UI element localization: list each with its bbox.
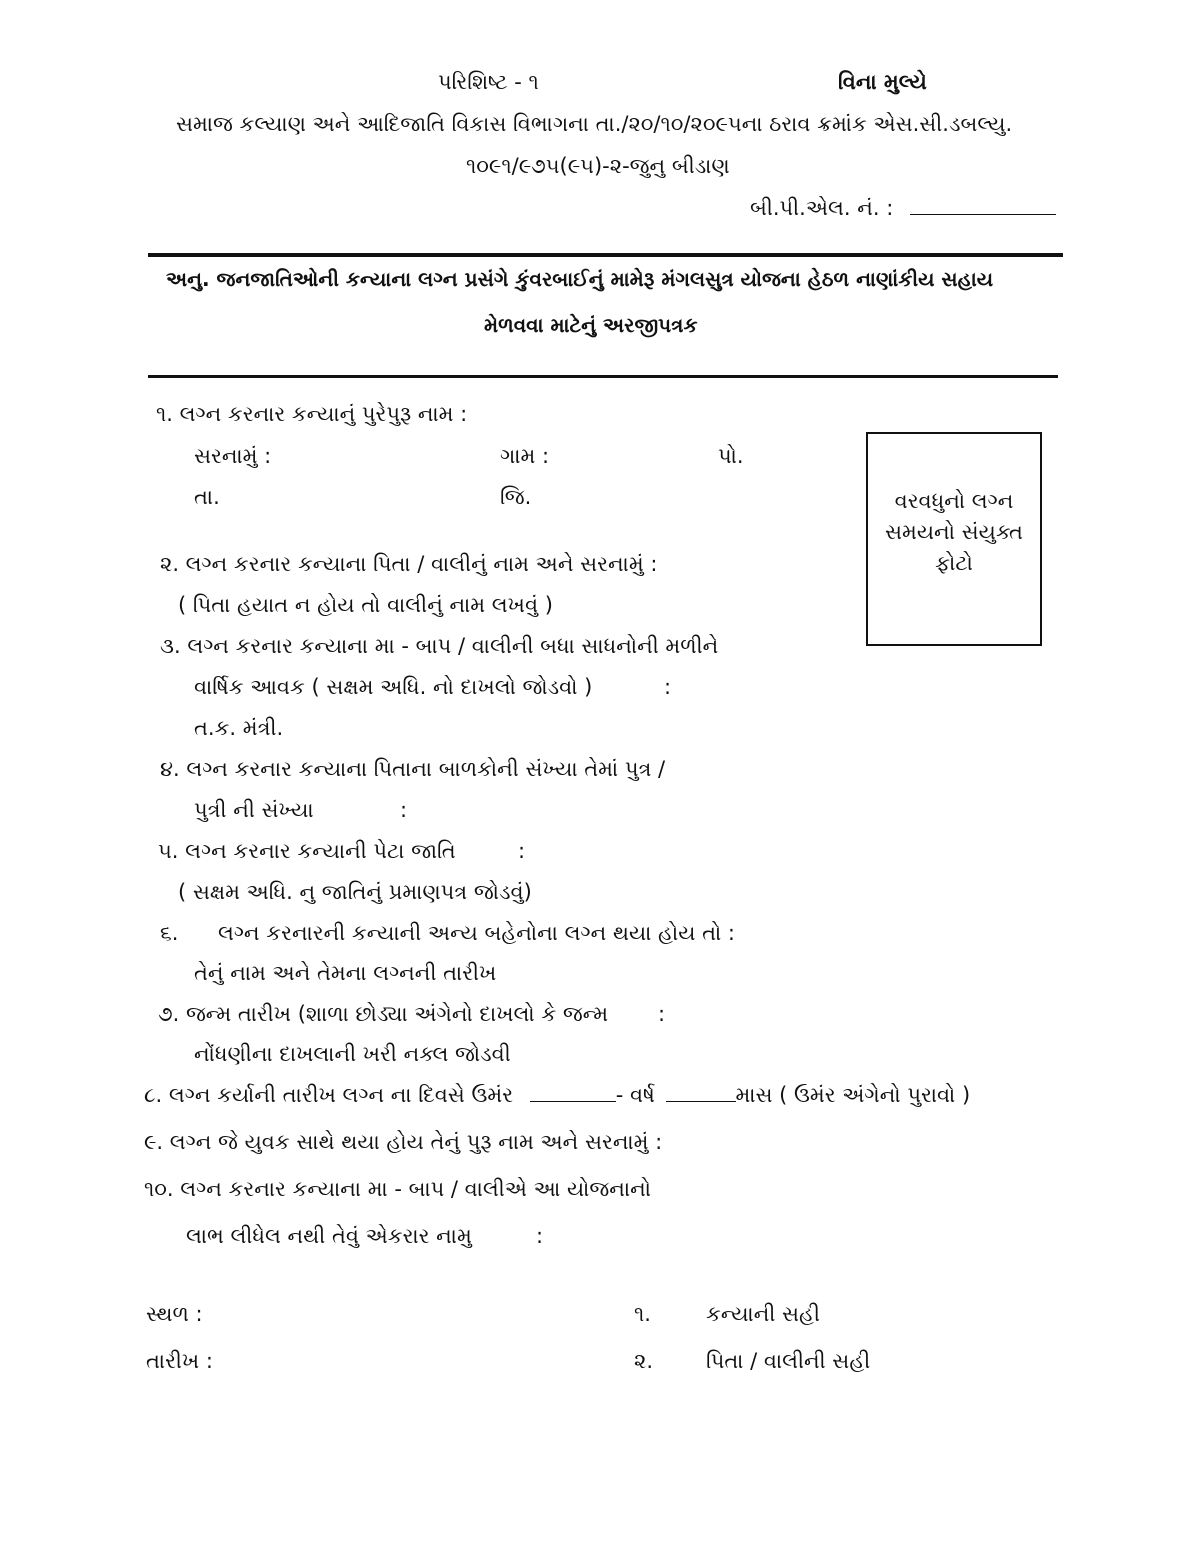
field-8-years-label: - વર્ષ [615, 1083, 655, 1107]
field-8-label: ૮. લગ્ન કર્યાની તારીખ લગ્ન ના દિવસે ઉમંર [144, 1083, 514, 1107]
field-1-post: પો. [718, 444, 744, 468]
signature-1-number: ૧. [634, 1302, 651, 1326]
field-8-months-field[interactable] [666, 1083, 736, 1102]
field-10-line-2: લાભ લીધેલ નથી તેવું એકરાર નામુ [186, 1224, 472, 1248]
field-4-colon: : [400, 798, 408, 822]
field-6-number: ૬. [160, 921, 179, 945]
field-3-income: ૩. લગ્ન કરનાર કન્યાના મા - બાપ / વાલીની બધા સાધનોની મળીને [160, 634, 719, 658]
field-2-father-name: ૨. લગ્ન કરનાર કન્યાના પિતા / વાલીનું નામ અને સરનામું : [160, 552, 658, 576]
date-label: તારીખ : [146, 1349, 213, 1373]
title-top-rule [148, 253, 1063, 257]
bpl-number-field[interactable] [910, 196, 1056, 215]
field-8-age [144, 1081, 970, 1109]
field-5-note: ( સક્ષમ અધિ. નુ જાતિનું પ્રમાણપત્ર જોડવું) [178, 880, 532, 904]
field-8-years-field[interactable] [530, 1083, 616, 1102]
bpl-number-text: બી.પી.એલ. નં. : [750, 196, 894, 220]
field-10-declaration: ૧૦. લગ્ન કરનાર કન્યાના મા - બાપ / વાલીએ આ યોજનાનો [144, 1177, 651, 1201]
field-2-note: ( પિતા હયાત ન હોય તો વાલીનું નામ લખવું ) [178, 593, 553, 617]
field-4-children: ૪. લગ્ન કરનાર કન્યાના પિતાના બાળકોની સંખ્યા તેમાં પુત્ર / [160, 757, 666, 781]
field-1-address: સરનામું : [194, 444, 272, 468]
field-1-taluka: તા. [194, 485, 220, 509]
field-4-line-2: પુત્રી ની સંખ્યા [194, 798, 314, 822]
field-7-colon: : [658, 1002, 666, 1026]
field-1-village: ગામ : [500, 444, 550, 468]
field-3-colon: : [664, 675, 672, 699]
place-label: સ્થળ : [146, 1302, 203, 1326]
field-6-line-2: તેનું નામ અને તેમના લગ્નની તારીખ [194, 961, 497, 985]
field-7-line-2: નોંધણીના દાખલાની ખરી નક્લ જોડવી [194, 1042, 511, 1066]
field-7-birth-date: ૭. જન્મ તારીખ (શાળા છોડ્યા અંગેનો દાખલો કે જન્મ [158, 1002, 609, 1026]
field-1-district: જિ. [500, 485, 532, 509]
form-title-line-2: મેળવવા માટેનું અરજીપત્રક [484, 313, 698, 337]
field-8-months-label: માસ ( ઉમંર અંગેનો પુરાવો ) [735, 1083, 971, 1107]
bpl-number-label [750, 194, 1056, 222]
resolution-line-2: ૧૦૯૧/૯૭૫(૯૫)-૨-જુનુ બીડાણ [466, 154, 730, 178]
field-6-sisters: લગ્ન કરનારની કન્યાની અન્ય બહેનોના લગ્ન થયા હોય તો : [218, 921, 735, 945]
title-bottom-rule [148, 375, 1058, 378]
field-9-groom: ૯. લગ્ન જે યુવક સાથે થયા હોય તેનું પુરૂ નામ અને સરનામું : [144, 1130, 663, 1154]
signature-2-number: ૨. [634, 1349, 654, 1373]
guardian-signature-label: પિતા / વાલીની સહી [706, 1349, 871, 1373]
form-title-line-1: અનુ. જનજાતિઓની કન્યાના લગ્ન પ્રસંગે કુંવરબાઈનું મામેરૂ મંગલસુત્ર યોજના હેઠળ નાણાંકીય સહાય [166, 267, 994, 291]
field-1-bride-name: ૧. લગ્ન કરનાર કન્યાનું પુરેપુરૂ નામ : [156, 402, 468, 426]
bride-signature-label: કન્યાની સહી [706, 1302, 820, 1326]
field-3-line-3: ત.ક. મંત્રી. [194, 716, 284, 740]
appendix-label: પરિશિષ્ટ - ૧ [438, 70, 539, 94]
field-5-subcaste: ૫. લગ્ન કરનાર કન્યાની પેટા જાતિ [158, 839, 456, 863]
field-10-colon: : [536, 1224, 544, 1248]
resolution-line-1: સમાજ કલ્યાણ અને આદિજાતિ વિકાસ વિભાગના તા./૨૦/૧૦/૨૦૯૫ના ઠરાવ ક્રમાંક એસ.સી.ડબલ્યુ. [176, 112, 1013, 136]
field-5-colon: : [518, 839, 526, 863]
field-3-income-line-2: વાર્ષિક આવક ( સક્ષમ અધિ. નો દાખલો જોડવો ) [194, 675, 593, 699]
photo-box-label: વરવધુનો લગ્ન સમયનો સંયુક્ત ફોટો [885, 489, 1023, 575]
free-of-cost-label: વિના મુલ્યે [838, 70, 927, 94]
photo-box [866, 432, 1042, 646]
